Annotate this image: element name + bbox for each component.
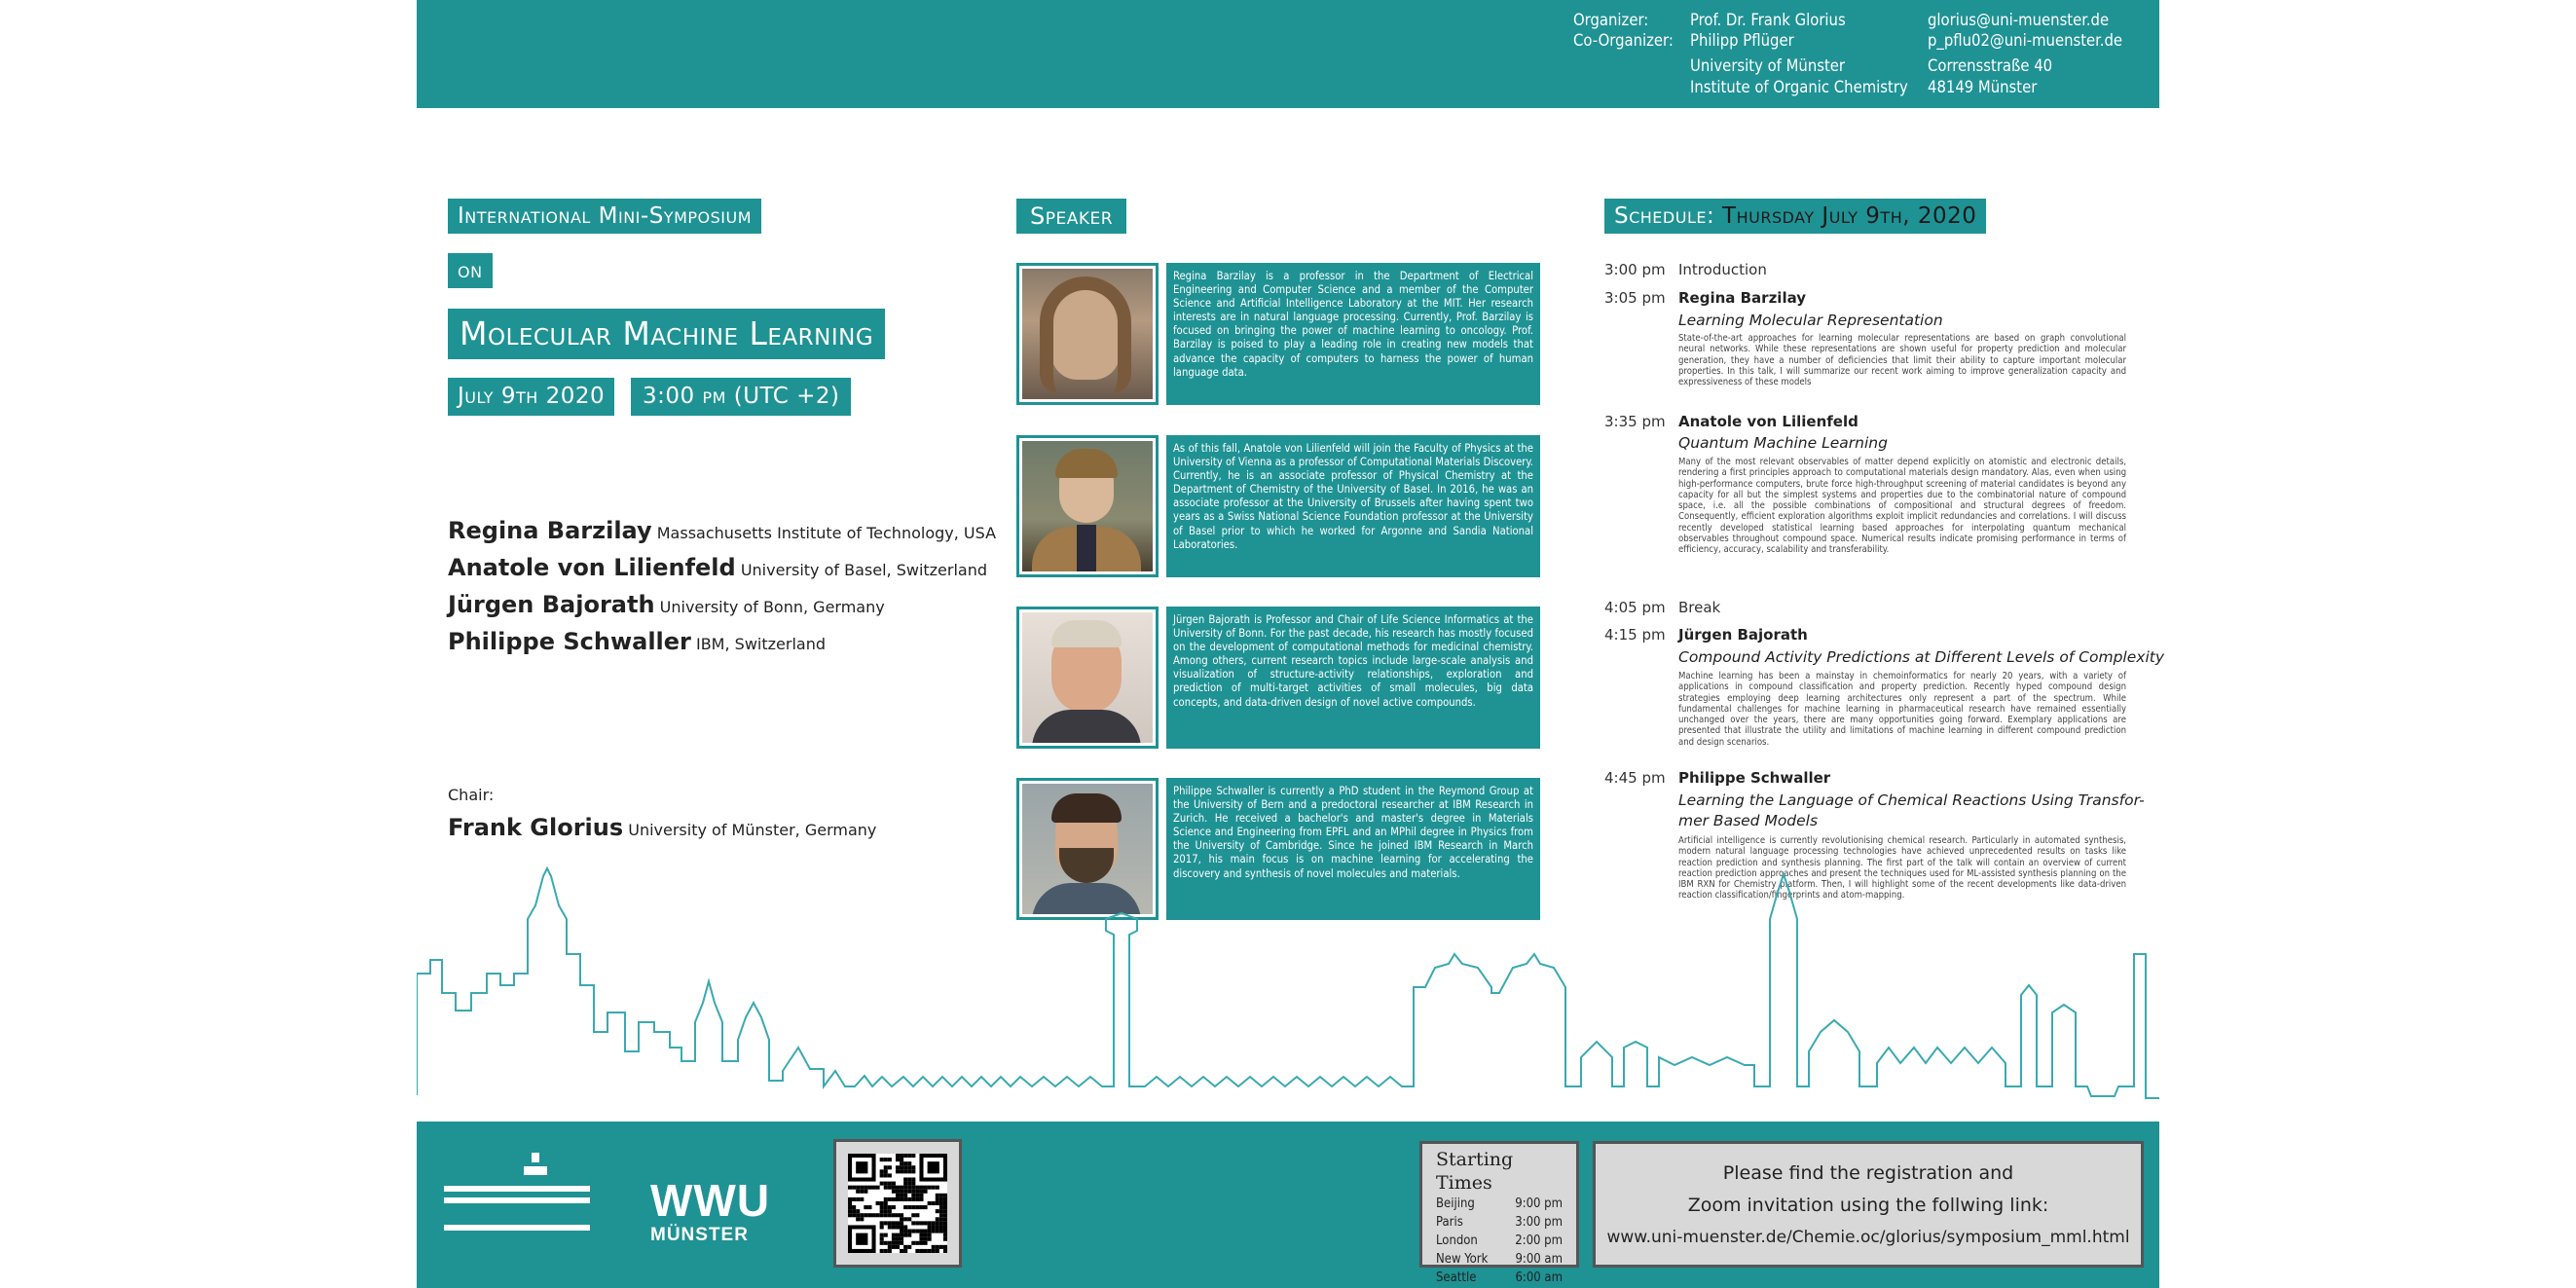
wwu-logo [444, 1151, 771, 1258]
time-value: 6:00 am [1515, 1270, 1563, 1285]
schedule-time: 3:05 pm [1604, 289, 1666, 307]
institute: Institute of Organic Chemistry [1690, 78, 1908, 96]
speaker-list-item: Anatole von Lilienfeld University of Basel, Switzerland [448, 554, 988, 581]
talk-abstract: State-of-the-art approaches for learning molecular representations are based on graph convolutional neural networks. While these representations are shown useful for property prediction and molecular generation, they have a number of deficiencies that limit their ability to capture important molecular properties. In this talk, I will summarize our recent work aiming to improve generalization capacity and expressiveness of these models [1678, 333, 2126, 388]
speaker-photo [1016, 263, 1159, 405]
header-bar [417, 0, 2159, 108]
speaker-list-item: Jürgen Bajorath University of Bonn, Germany [448, 591, 885, 618]
coorganizer-label: Co-Organizer: [1573, 31, 1674, 50]
talk-title: Compound Activity Predictions at Different Levels of Complexity [1678, 648, 2164, 666]
talk-title: Learning Molecular Representation [1678, 312, 1943, 329]
organizer-name: Prof. Dr. Frank Glorius [1690, 11, 1846, 29]
talk-abstract: Many of the most relevant observables of matter depend explicitly on atomistic and electronic details, rendering a first principles approach to computational materials design mandatory. Alas, even when using high-performance computers, brute force high-throughput screening of material candidates is beyond any capacity for all but the simplest systems and properties due to the combinatorial nature of compound space, i.e. all the possible combinations of compositional and structural degrees of freedom. Consequently, efficient exploration algorithms exploit implicit redundancies and correlations. I will discuss recently developed statistical learning based approaches for interpolating quantum mechanical observables throughout compound space. Numerical results indicate promising performance in terms of efficiency, accuracy, scalability and transferability. [1678, 457, 2126, 556]
time-value: 2:00 pm [1515, 1233, 1563, 1248]
speaker-bio: Jürgen Bajorath is Professor and Chair of Life Science Informatics at the University of Bonn. For the past decade, his research has mostly focused on the development of computational methods for medicinal chemistry. Among others, current research topics include large-scale analysis and visualization of structure-activity relationships, exploration and prediction of multi-target activities of small molecules, big data concepts, and data-driven design of novel active compounds. [1166, 607, 1540, 749]
schedule-label: Introduction [1678, 261, 1767, 278]
speaker-photo [1016, 435, 1159, 577]
qr-code-icon [848, 1154, 947, 1253]
schedule-time: 4:15 pm [1604, 626, 1666, 644]
speaker-list-item: Regina Barzilay Massachusetts Institute of Technology, USA [448, 517, 997, 544]
time-row [1436, 1213, 1563, 1232]
event-line2: on [448, 253, 493, 288]
event-line1: International Mini-Symposium [448, 199, 761, 234]
logo-text: WWU [650, 1175, 771, 1226]
talk-abstract: Machine learning has been a mainstay in chemoinformatics for nearly 20 years, with a variety of applications in compound classification and property prediction. Recently hyped compound design strategies employing deep learning architectures only represent a part of the spectrum. While fundamental challenges for machine learning in pharmaceutical research have remained essentially unchanged over the years, there are many opportunities going forward. Exemplary applications are presented that illustrate the utility and limitations of machine learning in different compound prediction and design scenarios. [1678, 671, 2126, 748]
wwu-emblem-icon [444, 1151, 590, 1258]
university: University of Münster [1690, 56, 1846, 75]
time-row [1436, 1195, 1563, 1213]
time-row [1436, 1250, 1563, 1269]
city: 48149 Münster [1928, 78, 2038, 96]
street: Corrensstraße 40 [1928, 56, 2053, 75]
footer-bar [417, 1122, 2159, 1288]
schedule-time: 3:35 pm [1604, 413, 1666, 430]
event-title: Molecular Machine Learning [448, 309, 885, 359]
time-value: 9:00 am [1515, 1252, 1563, 1267]
link-line1: Please find the registration and [1722, 1162, 2014, 1184]
coorganizer-email[interactable]: p_pflu02@uni-muenster.de [1928, 31, 2123, 50]
schedule-speaker: Regina Barzilay [1678, 289, 1807, 307]
chair: Frank Glorius University of Münster, Germany [448, 814, 877, 841]
chair-label: Chair: [448, 786, 495, 804]
time-value: 3:00 pm [1515, 1215, 1563, 1230]
event-time: 3:00 pm (UTC +2) [631, 378, 851, 416]
schedule-speaker: Philippe Schwaller [1678, 769, 1831, 787]
starting-times-box [1419, 1141, 1579, 1285]
talk-title: Learning the Language of Chemical Reactions Using Transfor- [1678, 791, 2145, 809]
talk-title: Quantum Machine Learning [1678, 434, 1888, 452]
time-value: 9:00 pm [1515, 1196, 1563, 1211]
logo-sub: MÜNSTER [650, 1225, 749, 1245]
coorganizer-name: Philipp Pflüger [1690, 31, 1794, 50]
time-row [1436, 1232, 1563, 1250]
speaker-bio: As of this fall, Anatole von Lilienfeld will join the Faculty of Physics at the University of Vienna as a professor of Computational Materials Discovery. Currently, he is an associate professor of Physical Chemistry at the Department of Chemistry of the University of Basel. In 2016, he was an associate professor at the University of Brussels after having spent two years as a Swiss National Science Foundation professor at the University of Basel prior to which he worked for Argonne and Sandia National Laboratories. [1166, 435, 1540, 577]
organizer-email[interactable]: glorius@uni-muenster.de [1928, 11, 2110, 29]
poster [417, 0, 2164, 1288]
schedule-time: 4:45 pm [1604, 769, 1666, 787]
time-city: Seattle [1436, 1270, 1477, 1285]
schedule-speaker: Jürgen Bajorath [1678, 626, 1808, 644]
speaker-list-item: Philippe Schwaller IBM, Switzerland [448, 628, 826, 655]
speaker-heading: Speaker [1016, 199, 1126, 234]
time-city: New York [1436, 1252, 1489, 1267]
registration-box [1593, 1141, 2144, 1268]
link-line2: Zoom invitation using the follwing link: [1687, 1195, 2049, 1216]
schedule-time: 4:05 pm [1604, 599, 1666, 616]
speaker-photo [1016, 607, 1159, 749]
time-city: London [1436, 1233, 1478, 1248]
times-heading: Starting Times [1436, 1149, 1514, 1194]
qr-code[interactable] [833, 1139, 962, 1268]
schedule-label: Break [1678, 599, 1721, 616]
talk-abstract: Artificial intelligence is currently revolutionising chemical research. Particularly in automated synthesis, modern natural language processing technologies have achieved unprecedented results on tasks like reaction prediction and synthesis planning. The first part of the talk will contain an overview of current reaction prediction approaches and present the techniques used for ML-assisted synthesis planning on the IBM RXN for Chemistry platform. Then, I will highlight some of the recent developments like data-driven reaction classification/fingerprints and atom-mapping. [1678, 835, 2126, 902]
organizer-label: Organizer: [1573, 11, 1649, 29]
event-date: July 9th 2020 [448, 378, 614, 416]
time-city: Paris [1436, 1215, 1463, 1230]
speaker-bio: Philippe Schwaller is currently a PhD student in the Reymond Group at the University of Bern and a predoctoral researcher at IBM Research in Zurich. He received a bachelor's and master's degree in Materials Science and Engineering from EPFL and an MPhil degree in Physics from the University of Cambridge. Since he joined IBM Research in March 2017, his main focus is on machine learning for accelerating the discovery and synthesis of novel molecules and materials. [1166, 778, 1540, 920]
time-row [1436, 1269, 1563, 1287]
schedule-heading: Schedule: Thursday July 9th, 2020 [1604, 199, 1986, 234]
speaker-bio: Regina Barzilay is a professor in the Department of Electrical Engineering and Computer Science and a member of the Computer Science and Artificial Intelligence Laboratory at the MIT. Her research interests are in natural language processing. Currently, Prof. Barzilay is focused on bringing the power of machine learning to oncology. Prof. Barzilay is poised to play a leading role in creating new models that advance the capacity of computers to harness the power of human language data. [1166, 263, 1540, 405]
registration-link[interactable]: www.uni-muenster.de/Chemie.oc/glorius/symposium_mml.html [1606, 1228, 2130, 1247]
time-city: Beijing [1436, 1196, 1475, 1211]
times-list [1436, 1195, 1563, 1287]
talk-title-cont: mer Based Models [1678, 812, 1819, 829]
skyline-illustration [417, 857, 2159, 1122]
schedule-speaker: Anatole von Lilienfeld [1678, 413, 1858, 430]
schedule-time: 3:00 pm [1604, 261, 1666, 278]
